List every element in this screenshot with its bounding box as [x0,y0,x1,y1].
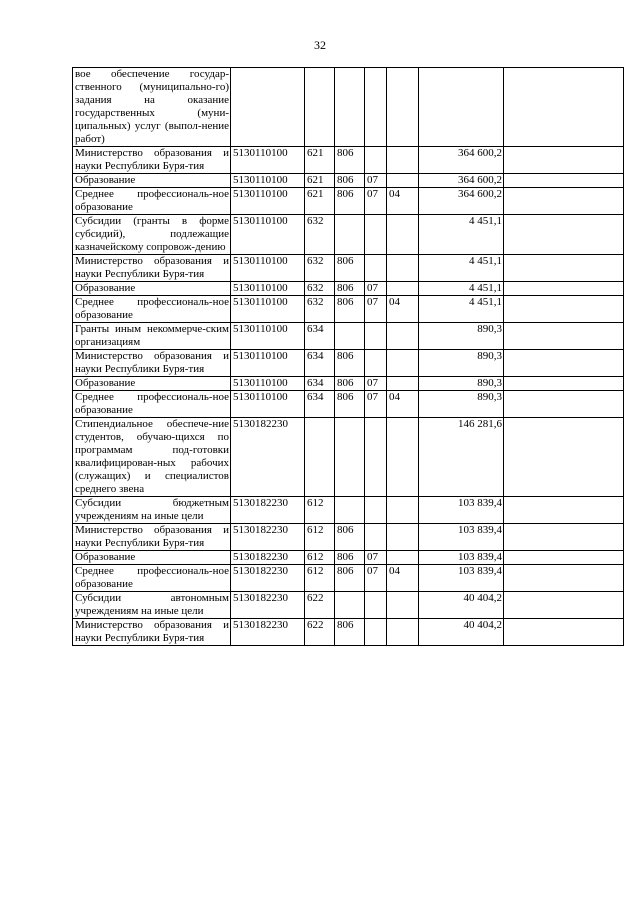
table-row [73,147,624,174]
empty-cell [504,619,624,646]
empty-cell [504,282,624,296]
amount: 4 451,1 [419,255,504,282]
section-code: 07 [365,296,387,323]
empty-cell [504,147,624,174]
row-name: Министерство образования и науки Республики Буря-тия [73,147,231,174]
subsection-code [387,215,419,255]
section-code [365,68,387,147]
empty-cell [504,255,624,282]
table-row [73,619,624,646]
amount: 146 281,6 [419,418,504,497]
amount: 103 839,4 [419,551,504,565]
expense-type-code: 612 [305,497,335,524]
table-row [73,68,624,147]
row-name: Образование [73,377,231,391]
table-row [73,524,624,551]
empty-cell [504,551,624,565]
amount: 364 600,2 [419,188,504,215]
subsection-code: 04 [387,391,419,418]
subsection-code [387,418,419,497]
amount: 364 600,2 [419,174,504,188]
ministry-code: 806 [335,147,365,174]
ministry-code [335,215,365,255]
empty-cell [504,323,624,350]
table-row [73,282,624,296]
empty-cell [504,68,624,147]
table-row [73,296,624,323]
empty-cell [504,174,624,188]
target-article-code: 5130182230 [231,592,305,619]
table-row [73,592,624,619]
expense-type-code: 634 [305,323,335,350]
row-name: Образование [73,551,231,565]
subsection-code [387,524,419,551]
subsection-code [387,377,419,391]
subsection-code [387,551,419,565]
page-number: 32 [314,38,326,52]
section-code: 07 [365,188,387,215]
subsection-code [387,174,419,188]
expense-type-code: 621 [305,174,335,188]
section-code [365,619,387,646]
table-row [73,215,624,255]
expense-type-code [305,418,335,497]
target-article-code: 5130110100 [231,255,305,282]
target-article-code: 5130110100 [231,174,305,188]
ministry-code [335,592,365,619]
section-code: 07 [365,282,387,296]
expense-type-code: 622 [305,619,335,646]
target-article-code: 5130110100 [231,377,305,391]
row-name: Министерство образования и науки Республики Буря-тия [73,255,231,282]
table-row [73,323,624,350]
table-row [73,188,624,215]
target-article-code: 5130182230 [231,524,305,551]
amount: 40 404,2 [419,619,504,646]
expense-type-code: 632 [305,296,335,323]
row-name: вое обеспечение государ-ственного (муниципально-го) задания на оказание государственных (муни-ципальных) услуг (выпол-нение работ) [73,68,231,147]
amount: 890,3 [419,350,504,377]
section-code [365,350,387,377]
amount: 103 839,4 [419,524,504,551]
table-row [73,174,624,188]
amount: 890,3 [419,377,504,391]
expense-type-code: 612 [305,551,335,565]
section-code: 07 [365,377,387,391]
row-name: Образование [73,282,231,296]
expense-type-code: 634 [305,350,335,377]
target-article-code: 5130182230 [231,565,305,592]
ministry-code: 806 [335,524,365,551]
expense-type-code: 612 [305,524,335,551]
table-row [73,418,624,497]
expense-type-code: 632 [305,282,335,296]
ministry-code: 806 [335,350,365,377]
target-article-code: 5130110100 [231,350,305,377]
table-row [73,350,624,377]
section-code: 07 [365,551,387,565]
ministry-code: 806 [335,174,365,188]
subsection-code [387,350,419,377]
ministry-code: 806 [335,565,365,592]
ministry-code [335,418,365,497]
target-article-code: 5130182230 [231,551,305,565]
empty-cell [504,215,624,255]
target-article-code: 5130182230 [231,497,305,524]
row-name: Среднее профессиональ-ное образование [73,565,231,592]
subsection-code [387,255,419,282]
section-code [365,147,387,174]
amount: 364 600,2 [419,147,504,174]
target-article-code: 5130110100 [231,296,305,323]
empty-cell [504,296,624,323]
ministry-code: 806 [335,551,365,565]
row-name: Образование [73,174,231,188]
ministry-code: 806 [335,188,365,215]
ministry-code: 806 [335,296,365,323]
expense-type-code: 632 [305,255,335,282]
ministry-code: 806 [335,619,365,646]
section-code: 07 [365,174,387,188]
row-name: Министерство образования и науки Республики Буря-тия [73,524,231,551]
budget-table-body [73,68,624,646]
empty-cell [504,188,624,215]
expense-type-code: 622 [305,592,335,619]
table-row [73,565,624,592]
section-code [365,255,387,282]
empty-cell [504,350,624,377]
subsection-code [387,592,419,619]
expense-type-code: 621 [305,147,335,174]
amount: 40 404,2 [419,592,504,619]
empty-cell [504,524,624,551]
amount: 890,3 [419,391,504,418]
ministry-code: 806 [335,282,365,296]
section-code [365,592,387,619]
row-name: Субсидии автономным учреждениям на иные цели [73,592,231,619]
expense-type-code: 621 [305,188,335,215]
expense-type-code: 634 [305,391,335,418]
amount: 890,3 [419,323,504,350]
subsection-code: 04 [387,296,419,323]
table-row [73,377,624,391]
table-row [73,255,624,282]
section-code [365,524,387,551]
target-article-code: 5130110100 [231,188,305,215]
target-article-code [231,68,305,147]
amount [419,68,504,147]
ministry-code [335,68,365,147]
row-name: Министерство образования и науки Республики Буря-тия [73,619,231,646]
amount: 103 839,4 [419,565,504,592]
empty-cell [504,418,624,497]
subsection-code [387,619,419,646]
amount: 4 451,1 [419,296,504,323]
ministry-code: 806 [335,391,365,418]
table-row [73,391,624,418]
row-name: Субсидии (гранты в форме субсидий), подлежащие казначейскому сопровож-дению [73,215,231,255]
empty-cell [504,565,624,592]
amount: 4 451,1 [419,215,504,255]
section-code [365,215,387,255]
row-name: Среднее профессиональ-ное образование [73,188,231,215]
row-name: Стипендиальное обеспече-ние студентов, обучаю-щихся по программам под-готовки квалифицирован-ных рабочих (служащих) и специалистов среднего звена [73,418,231,497]
target-article-code: 5130110100 [231,323,305,350]
row-name: Министерство образования и науки Республики Буря-тия [73,350,231,377]
target-article-code: 5130110100 [231,391,305,418]
subsection-code: 04 [387,565,419,592]
empty-cell [504,377,624,391]
target-article-code: 5130182230 [231,418,305,497]
row-name: Среднее профессиональ-ное образование [73,391,231,418]
expense-type-code: 634 [305,377,335,391]
row-name: Среднее профессиональ-ное образование [73,296,231,323]
empty-cell [504,497,624,524]
section-code [365,323,387,350]
subsection-code [387,497,419,524]
section-code [365,497,387,524]
target-article-code: 5130110100 [231,215,305,255]
subsection-code: 04 [387,188,419,215]
expense-type-code: 612 [305,565,335,592]
expense-type-code: 632 [305,215,335,255]
ministry-code: 806 [335,255,365,282]
table-row [73,497,624,524]
subsection-code [387,282,419,296]
row-name: Гранты иным некоммерче-ским организациям [73,323,231,350]
subsection-code [387,147,419,174]
ministry-code [335,323,365,350]
ministry-code: 806 [335,377,365,391]
section-code [365,418,387,497]
table-row [73,551,624,565]
section-code: 07 [365,391,387,418]
subsection-code [387,68,419,147]
target-article-code: 5130182230 [231,619,305,646]
budget-table [72,67,624,646]
amount: 103 839,4 [419,497,504,524]
empty-cell [504,592,624,619]
amount: 4 451,1 [419,282,504,296]
ministry-code [335,497,365,524]
row-name: Субсидии бюджетным учреждениям на иные цели [73,497,231,524]
target-article-code: 5130110100 [231,147,305,174]
target-article-code: 5130110100 [231,282,305,296]
empty-cell [504,391,624,418]
expense-type-code [305,68,335,147]
subsection-code [387,323,419,350]
section-code: 07 [365,565,387,592]
